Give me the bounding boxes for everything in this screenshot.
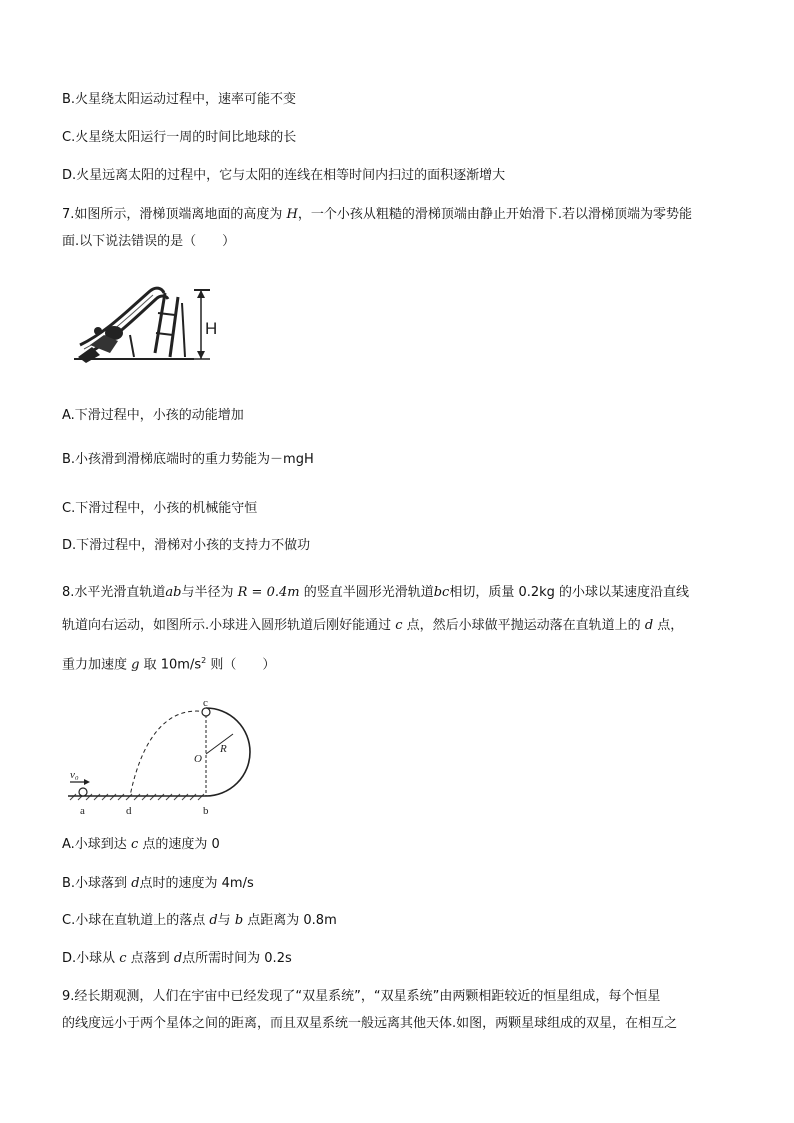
q7-option-d: D.下滑过程中，滑梯对小孩的支持力不做功: [62, 538, 311, 553]
q7-stem-line2: 面.以下说法错误的是（ ）: [62, 234, 236, 249]
label-b: b: [203, 805, 209, 817]
q9-stem-line1: 9.经长期观测，人们在宇宙中已经发现了“双星系统”，“双星系统”由两颗相距较近的恒星组成，每个恒星: [62, 989, 661, 1004]
ground-hatching: [70, 794, 204, 800]
q7-stem-line1: 7.如图所示，滑梯顶端离地面的高度为 H，一个小孩从粗糙的滑梯顶端由静止开始滑下.若以滑梯顶端为零势能: [62, 207, 693, 222]
height-label: H: [205, 319, 218, 338]
ball-at-c: [202, 708, 210, 716]
label-a: a: [80, 805, 85, 817]
track-figure: [64, 698, 244, 820]
label-r: R: [220, 743, 227, 755]
q8-option-b: B.小球落到 d点时的速度为 4m/s: [62, 876, 254, 891]
q6-option-c: C.火星绕太阳运行一周的时间比地球的长: [62, 130, 297, 145]
label-c: c: [203, 697, 208, 709]
label-d: d: [126, 805, 132, 817]
slide-figure: [70, 283, 240, 375]
child-figure: [78, 326, 123, 363]
q6-option-d: D.火星远离太阳的过程中，它与太阳的连线在相等时间内扫过的面积逐渐增大: [62, 168, 506, 183]
q8-option-c: C.小球在直轨道上的落点 d与 b 点距离为 0.8m: [62, 913, 337, 928]
q7-option-b: B.小孩滑到滑梯底端时的重力势能为－mgH: [62, 452, 314, 467]
q8-option-d: D.小球从 c 点落到 d点所需时间为 0.2s: [62, 951, 292, 966]
label-o: O: [194, 753, 202, 765]
q7-option-c: C.下滑过程中，小孩的机械能守恒: [62, 501, 258, 516]
q9-stem-line2: 的线度远小于两个星体之间的距离，而且双星系统一般远离其他天体.如图，两颗星球组成的双星，在相互之: [62, 1016, 678, 1031]
q8-stem-line3: 重力加速度 g 取 $10m/s^2$ 则（ ）: [62, 656, 276, 673]
label-v0: v₀: [70, 769, 79, 781]
q7-option-a: A.下滑过程中，小孩的动能增加: [62, 408, 244, 423]
q8-option-a: A.小球到达 c 点的速度为 0: [62, 837, 220, 852]
q8-stem-line2: 轨道向右运动，如图所示.小球进入圆形轨道后刚好能通过 c 点，然后小球做平抛运动落在直轨道上的 d 点，: [62, 618, 684, 633]
q6-option-b: B.火星绕太阳运动过程中，速率可能不变: [62, 92, 297, 107]
ball-at-a: [79, 788, 87, 796]
q8-stem-line1: 8.水平光滑直轨道ab与半径为 R = 0.4m 的竖直半圆形光滑轨道bc相切，质量 0.2kg 的小球以某速度沿直线: [62, 585, 690, 600]
